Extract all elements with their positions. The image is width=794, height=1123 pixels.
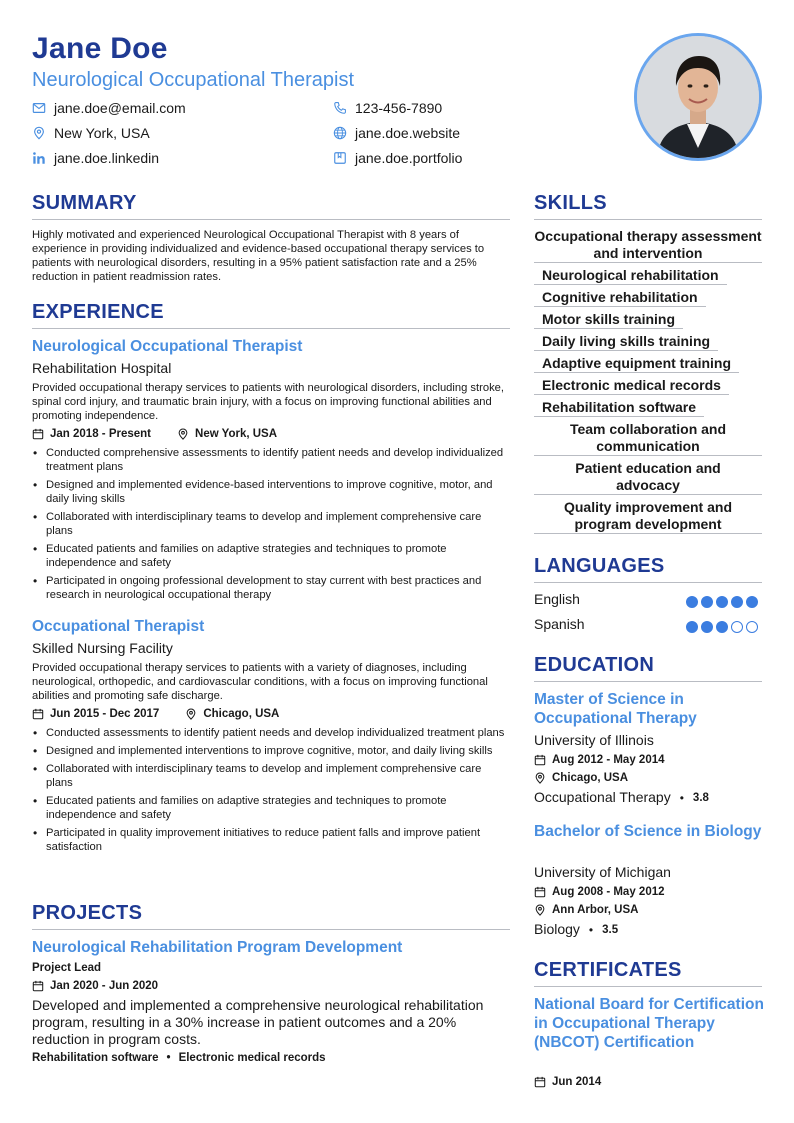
field-separator: •	[679, 790, 684, 805]
project-dates: Jan 2020 - Jun 2020	[50, 980, 159, 992]
education-field: Biology	[534, 921, 580, 937]
job-location: Chicago, USA	[203, 708, 280, 720]
skill-item: Team collaboration and communication	[534, 421, 762, 456]
contact-phone-text: 123-456-7890	[355, 100, 443, 116]
contact-location-text: New York, USA	[54, 125, 150, 141]
list-item: • Educated patients and families on adaptive strategies and techniques to promote independence and safety	[32, 542, 510, 570]
proficiency-dot-filled	[746, 596, 758, 608]
skill-item: Motor skills training	[534, 311, 683, 329]
certificates-heading: CERTIFICATES	[534, 959, 682, 981]
map-pin-icon	[185, 708, 197, 720]
language-level-english	[683, 596, 758, 608]
contact-location	[32, 123, 150, 143]
calendar-icon	[32, 980, 44, 992]
experience-heading: EXPERIENCE	[32, 301, 164, 323]
education-dates-row	[534, 752, 665, 768]
calendar-icon	[32, 428, 44, 440]
job-meta	[32, 426, 277, 442]
proficiency-dot-filled	[701, 596, 713, 608]
education-school: University of Michigan	[534, 864, 671, 880]
map-pin-icon	[534, 904, 546, 916]
project-tag: Electronic medical records	[178, 1052, 326, 1064]
job-company: Skilled Nursing Facility	[32, 640, 173, 656]
proficiency-dot-empty	[746, 621, 758, 633]
skill-item: Electronic medical records	[534, 377, 729, 395]
portfolio-icon	[333, 151, 347, 165]
certificates-divider	[534, 986, 762, 987]
calendar-icon	[32, 708, 44, 720]
contact-email[interactable]	[32, 98, 186, 118]
job-description: Provided occupational therapy services to patients with a variety of diagnoses, including neurological, orthopedic, and cardiovascular conditions, with a focus on improving functional abilities and promoting safe discharge.	[32, 662, 488, 702]
proficiency-dot-filled	[686, 596, 698, 608]
profile-photo	[634, 33, 762, 161]
skill-item: Cognitive rehabilitation	[534, 289, 706, 307]
language-name: English	[534, 591, 580, 607]
job-title: Occupational Therapist	[32, 618, 205, 635]
calendar-icon	[534, 886, 546, 898]
list-item: • Conducted comprehensive assessments to identify patient needs and develop individualized treatment plans	[32, 446, 510, 474]
languages-divider	[534, 582, 762, 583]
skill-item: Patient education and advocacy	[534, 460, 762, 495]
proficiency-dot-filled	[701, 621, 713, 633]
globe-icon	[333, 126, 347, 140]
education-gpa: 3.5	[602, 923, 619, 936]
map-pin-icon	[32, 126, 46, 140]
contact-portfolio[interactable]	[333, 148, 462, 168]
calendar-icon	[534, 1076, 546, 1088]
contact-website-text: jane.doe.website	[355, 125, 461, 141]
proficiency-dot-filled	[716, 621, 728, 633]
project-role: Project Lead	[32, 962, 102, 974]
skills-divider	[534, 219, 762, 220]
education-dates-row	[534, 884, 665, 900]
summary-heading: SUMMARY	[32, 192, 137, 214]
education-location-row	[534, 770, 628, 786]
education-degree: Master of Science in Occupational Therapy	[534, 691, 697, 727]
contact-linkedin-text: jane.doe.linkedin	[54, 150, 160, 166]
contact-phone[interactable]	[333, 98, 442, 118]
proficiency-dot-filled	[716, 596, 728, 608]
list-item: • Conducted assessments to identify patient needs and develop individualized treatment plans	[32, 726, 510, 740]
job-bullets	[32, 446, 510, 606]
proficiency-dot-empty	[731, 621, 743, 633]
skill-item: Neurological rehabilitation	[534, 267, 727, 285]
map-pin-icon	[177, 428, 189, 440]
contact-email-text: jane.doe@email.com	[54, 100, 186, 116]
contact-website[interactable]	[333, 123, 460, 143]
certificate-date-row	[534, 1074, 601, 1090]
skill-item: Rehabilitation software	[534, 399, 704, 417]
linkedin-icon	[32, 151, 46, 165]
education-location-row	[534, 902, 638, 918]
certificate-name: National Board for Certification in Occupational Therapy (NBCOT) Certification	[534, 996, 764, 1051]
skill-item: Quality improvement and program development	[534, 499, 762, 534]
job-location: New York, USA	[195, 428, 278, 440]
calendar-icon	[534, 754, 546, 766]
contact-portfolio-text: jane.doe.portfolio	[355, 150, 463, 166]
list-item: • Designed and implemented interventions to improve cognitive, motor, and daily living skills	[32, 744, 510, 758]
projects-heading: PROJECTS	[32, 902, 143, 924]
education-degree: Bachelor of Science in Biology	[534, 823, 762, 840]
language-level-spanish	[683, 621, 758, 633]
map-pin-icon	[534, 772, 546, 784]
education-field-row	[534, 789, 709, 806]
languages-heading: LANGUAGES	[534, 555, 665, 577]
project-meta	[32, 978, 158, 994]
education-dates: Aug 2012 - May 2014	[552, 754, 665, 766]
education-school: University of Illinois	[534, 732, 654, 748]
education-heading: EDUCATION	[534, 654, 655, 676]
project-title: Neurological Rehabilitation Program Development	[32, 939, 403, 956]
contact-linkedin[interactable]	[32, 148, 159, 168]
proficiency-dot-filled	[731, 596, 743, 608]
list-item: • Collaborated with interdisciplinary teams to develop and implement comprehensive care plans	[32, 762, 510, 790]
phone-icon	[333, 101, 347, 115]
education-location: Chicago, USA	[552, 772, 629, 784]
avatar	[637, 36, 759, 158]
job-dates: Jan 2018 - Present	[50, 428, 152, 440]
job-title: Neurological Occupational Therapist	[32, 338, 303, 355]
job-company: Rehabilitation Hospital	[32, 360, 172, 376]
language-name: Spanish	[534, 616, 585, 632]
skill-item: Daily living skills training	[534, 333, 718, 351]
education-field: Occupational Therapy	[534, 789, 671, 805]
job-meta	[32, 706, 279, 722]
job-bullets	[32, 726, 510, 858]
candidate-name: Jane Doe	[32, 32, 168, 65]
proficiency-dot-filled	[686, 621, 698, 633]
education-gpa: 3.8	[692, 791, 709, 804]
education-divider	[534, 681, 762, 682]
list-item: • Educated patients and families on adaptive strategies and techniques to promote independence and safety	[32, 794, 510, 822]
experience-divider	[32, 328, 510, 329]
skills-heading: SKILLS	[534, 192, 607, 214]
list-item: • Participated in ongoing professional development to stay current with best practices and research in neurological occupational therapy	[32, 574, 510, 602]
projects-divider	[32, 929, 510, 930]
list-item: • Collaborated with interdisciplinary teams to develop and implement comprehensive care plans	[32, 510, 510, 538]
list-item: • Designed and implemented evidence-based interventions to improve cognitive, motor, and daily living skills	[32, 478, 510, 506]
certificate-date: Jun 2014	[552, 1076, 602, 1088]
summary-divider	[32, 219, 510, 220]
education-dates: Aug 2008 - May 2012	[552, 886, 665, 898]
summary-text: Highly motivated and experienced Neurological Occupational Therapist with 8 years of experience in providing individualized and evidence-based occupational therapy services to patients with neurological disorders, resulting in a 95% patient satisfaction rate and a 25% reduction in patient readmission rates.	[32, 229, 485, 283]
list-item: • Participated in quality improvement initiatives to reduce patient falls and improve patient satisfaction	[32, 826, 510, 854]
skill-item: Adaptive equipment training	[534, 355, 739, 373]
job-dates: Jun 2015 - Dec 2017	[50, 708, 160, 720]
project-description: Developed and implemented a comprehensive neurological rehabilitation program, resulting in a 30% increase in patient outcomes and a 20% reduction in program costs.	[32, 997, 484, 1047]
tag-separator: •	[166, 1052, 171, 1064]
education-location: Ann Arbor, USA	[552, 904, 639, 916]
candidate-title: Neurological Occupational Therapist	[32, 69, 355, 91]
education-field-row	[534, 921, 618, 938]
envelope-icon	[32, 101, 46, 115]
job-description: Provided occupational therapy services to patients with neurological disorders, including stroke, spinal cord injury, and traumatic brain injury, with a focus on improving functional abilities and promoting independence.	[32, 382, 504, 422]
project-tags	[32, 1052, 326, 1064]
field-separator: •	[588, 922, 594, 937]
project-tag: Rehabilitation software	[32, 1052, 159, 1064]
skill-item: Occupational therapy assessment and intervention	[534, 228, 762, 261]
